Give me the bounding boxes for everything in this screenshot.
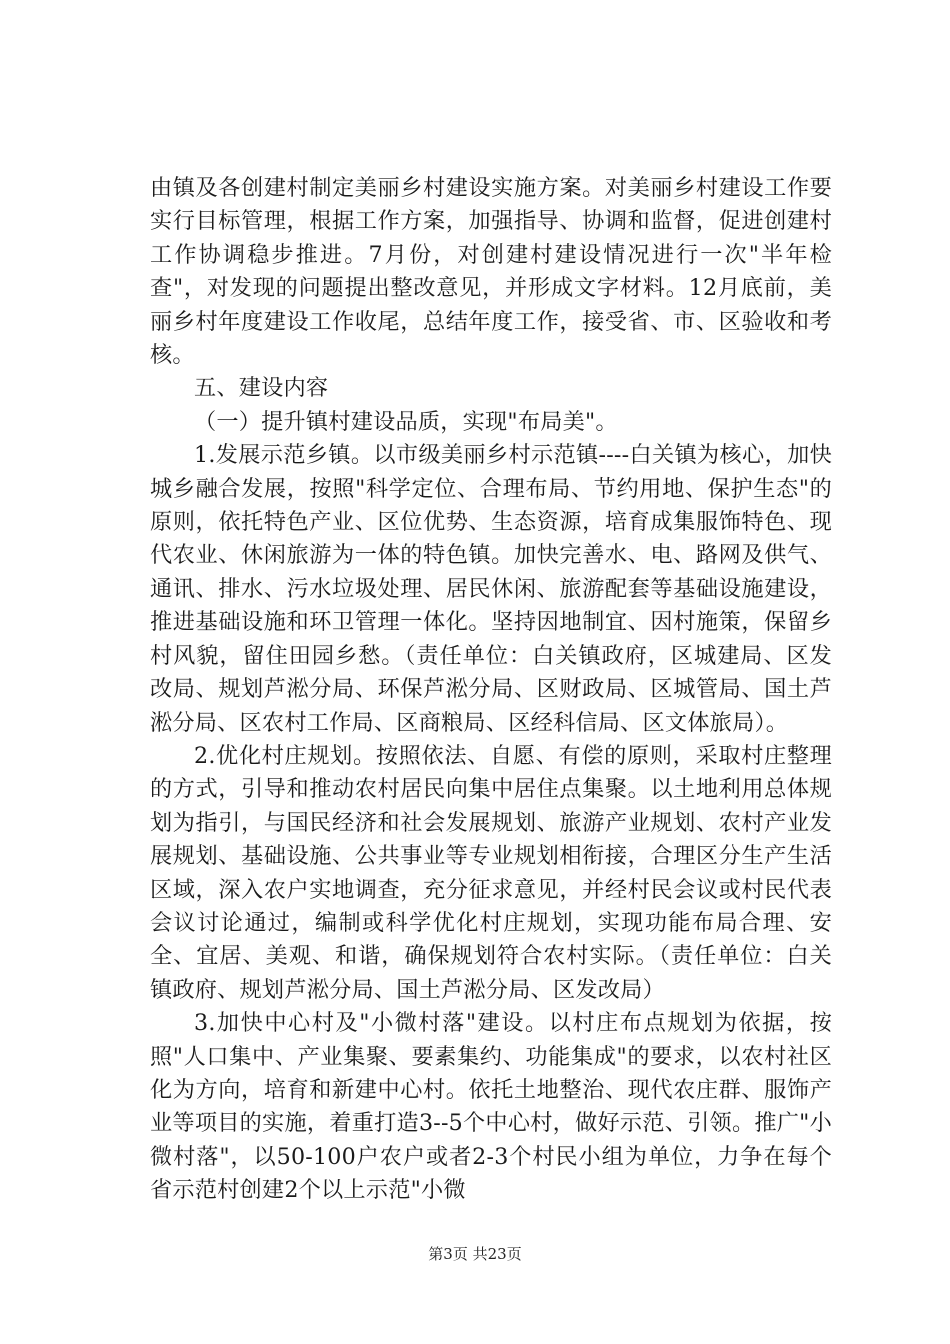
document-body [150, 172, 832, 1208]
paragraph: 由镇及各创建村制定美丽乡村建设实施方案。对美丽乡村建设工作要实行目标管理，根据工作方案，加强指导、协调和监督，促进创建村工作协调稳步推进。7月份，对创建村建设情况进行一次"半年检查"，对发现的问题提出整改意见，并形成文字材料。12月底前，美丽乡村年度建设工作收尾，总结年度工作，接受省、市、区验收和考核。 [150, 175, 832, 369]
paragraph: 3.加快中心村及"小微村落"建设。以村庄布点规划为依据，按照"人口集中、产业集聚、要素集约、功能集成"的要求，以农村社区化为方向，培育和新建中心村。依托土地整治、现代农庄群、服饰产业等项目的实施，着重打造3--5个中心村，做好示范、引领。推广"小微村落"，以50-100户农户或者2-3个村民小组为单位，力争在每个省示范村创建2个以上示范"小微 [150, 1010, 832, 1204]
section-heading: 五、建设内容 [194, 375, 329, 402]
page-number-footer: 第3页 共23页 [428, 1245, 522, 1263]
paragraph: 1.发展示范乡镇。以市级美丽乡村示范镇----白关镇为核心，加快城乡融合发展，按照"科学定位、合理布局、节约用地、保护生态"的原则，依托特色产业、区位优势、生态资源，培育成集服饰特色、现代农业、休闲旅游为一体的特色镇。加快完善水、电、路网及供气、通讯、排水、污水垃圾处理、居民休闲、旅游配套等基础设施建设，推进基础设施和环卫管理一体化。坚持因地制宜、因村施策，保留乡村风貌，留住田园乡愁。（责任单位：白关镇政府，区城建局、区发改局、规划芦淞分局、环保芦淞分局、区财政局、区城管局、国土芦淞分局、区农村工作局、区商粮局、区经科信局、区文体旅局）。 [150, 442, 832, 736]
subsection-heading: （一）提升镇村建设品质，实现"布局美"。 [194, 408, 618, 435]
paragraph: 2.优化村庄规划。按照依法、自愿、有偿的原则，采取村庄整理的方式，引导和推动农村居民向集中居住点集聚。以土地利用总体规划为指引，与国民经济和社会发展规划、旅游产业规划、农村产业发展规划、基础设施、公共事业等专业规划相衔接，合理区分生产生活区域，深入农户实地调查，充分征求意见，并经村民会议或村民代表会议讨论通过，编制或科学优化村庄规划，实现功能布局合理、安全、宜居、美观、和谐，确保规划符合农村实际。（责任单位：白关镇政府、规划芦淞分局、国土芦淞分局、区发改局） [150, 742, 832, 1003]
